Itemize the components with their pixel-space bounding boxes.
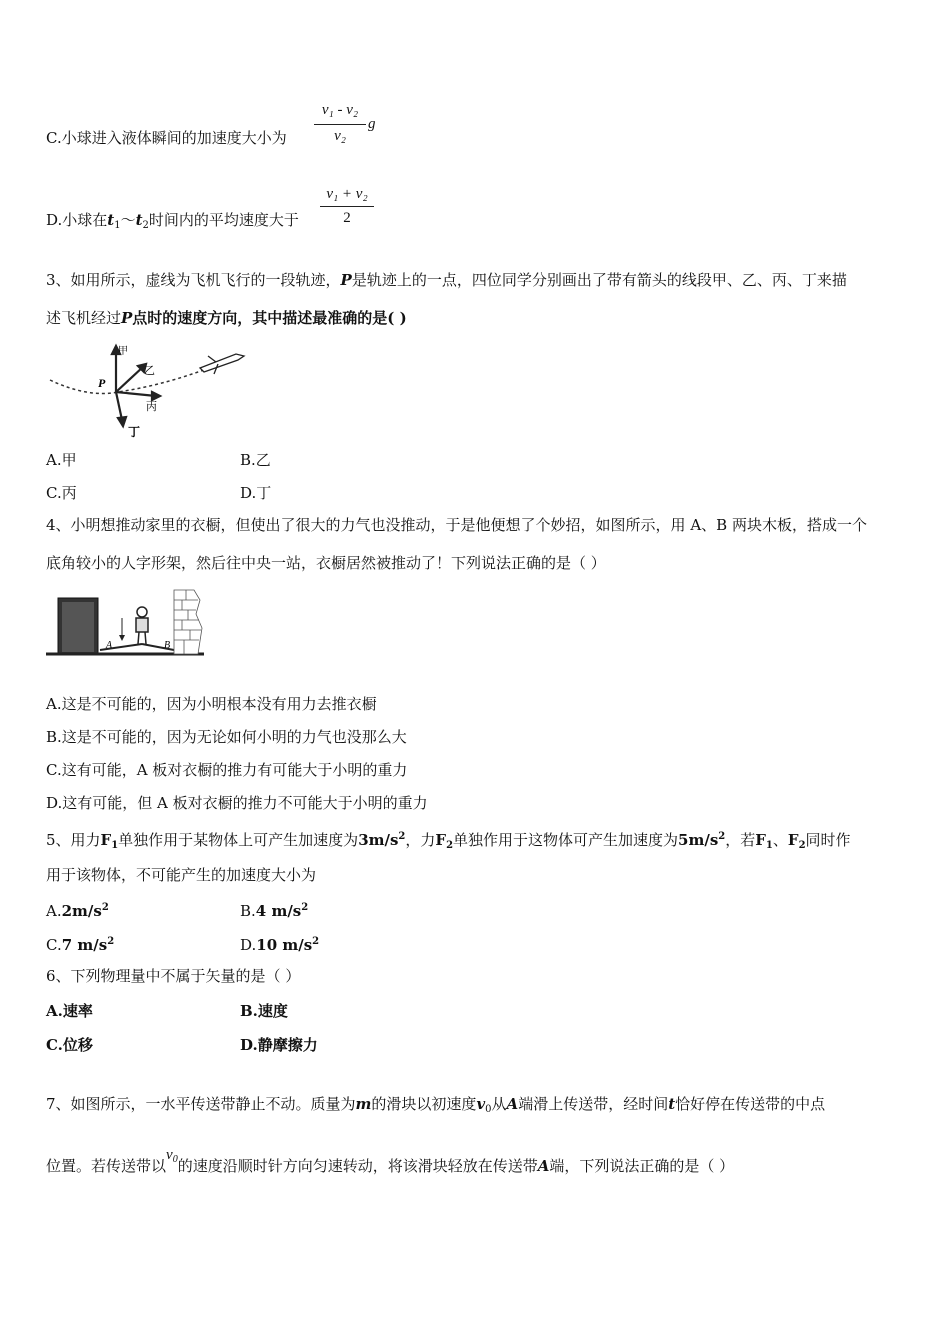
time-symbol: t [668, 1095, 676, 1113]
option-value: 10 m/s [256, 936, 313, 954]
q6-option-a[interactable]: A.速率 [46, 1002, 93, 1020]
v0-symbol: v [476, 1095, 486, 1113]
q2-option-c-g: g [368, 116, 376, 132]
q5-text: 5、用力 [46, 831, 101, 849]
f2-subscript: 2 [446, 840, 454, 851]
q5-text: 同时作 [805, 831, 851, 849]
q3-option-c[interactable]: C.丙 [46, 484, 77, 502]
f1-subscript: 1 [111, 840, 119, 851]
f2-symbol: F [435, 831, 447, 849]
q4-option-c[interactable]: C.这有可能，A 板对衣橱的推力有可能大于小明的重力 [46, 761, 408, 779]
fraction-denominator: v₂ [334, 128, 346, 144]
label-b: B [164, 640, 171, 651]
v0-symbol: v [166, 1147, 173, 1163]
q6-option-b[interactable]: B.速度 [240, 1002, 288, 1020]
q7-text: 的速度沿顺时针方向匀速转动，将该滑块轻放在传送带 [177, 1157, 538, 1175]
q2-option-c [46, 128, 287, 148]
q6-option-c[interactable]: C.位移 [46, 1036, 93, 1054]
q7-text: 位置。若传送带以 [46, 1157, 167, 1175]
squared: 2 [301, 902, 309, 913]
q3-text: 述飞机经过 [46, 309, 122, 327]
arrow-bing [116, 392, 156, 396]
q2-option-c-text: C.小球进入液体瞬间的加速度大小为 [46, 129, 287, 147]
label-a: A [106, 640, 113, 651]
person-icon [136, 607, 148, 644]
label-yi: 乙 [144, 364, 155, 377]
q5-stem-line-2: 用于该物体，不可能产生的加速度大小为 [46, 866, 317, 884]
point-p: P [340, 271, 352, 289]
q5-option-c[interactable] [46, 932, 114, 955]
q3-trajectory-figure [48, 340, 248, 440]
option-letter: D. [240, 936, 257, 954]
q7-text: 7、如图所示，一水平传送带静止不动。质量为 [46, 1095, 356, 1113]
q7-text: 恰好停在传送带的中点 [675, 1095, 826, 1113]
squared: 2 [107, 936, 115, 947]
f1-symbol: F [755, 831, 766, 849]
option-value: 7 m/s [61, 936, 108, 954]
q3-option-a[interactable]: A.甲 [46, 451, 77, 469]
tilde-separator: ～ [120, 211, 136, 229]
point-p: P [121, 309, 133, 327]
option-value: 4 m/s [255, 902, 302, 920]
label-p: P [98, 376, 106, 390]
q7-text: 端滑上传送带，经时间 [518, 1095, 669, 1113]
q3-text: 是轨迹上的一点，四位同学分别画出了带有箭头的线段甲、乙、丙、丁来描 [351, 271, 847, 289]
label-ding: 丁 [128, 425, 141, 439]
f1-symbol: F [100, 831, 112, 849]
arrow-ding [116, 392, 122, 420]
q3-text: 点时的速度方向，其中描述最准确的是( ) [132, 309, 407, 327]
q5-text: 、 [772, 831, 788, 849]
t1-subscript: 1 [114, 220, 121, 231]
q3-stem-line-1 [46, 270, 847, 290]
squared: 2 [718, 831, 726, 842]
q7-text: 从 [491, 1095, 507, 1113]
q2-option-d-fraction [318, 184, 376, 236]
f1-subscript: 1 [765, 840, 773, 851]
fraction-bar [320, 206, 374, 207]
q5-text: 单独作用于某物体上可产生加速度为 [118, 831, 359, 849]
airplane-icon [200, 354, 244, 374]
accel-2: 5m/s [678, 831, 719, 849]
q5-option-d[interactable] [240, 932, 319, 955]
q7-text: 的滑块以初速度 [371, 1095, 477, 1113]
q5-text: ，若 [725, 831, 756, 849]
q2-option-d-prefix: D.小球在 [46, 211, 108, 229]
q3-text: 3、如用所示，虚线为飞机飞行的一段轨迹， [46, 271, 341, 289]
q3-stem-line-2 [46, 308, 407, 328]
q3-option-b[interactable]: B.乙 [240, 451, 271, 469]
t1-symbol: t [107, 211, 115, 229]
option-letter: A. [46, 902, 62, 920]
q4-option-b[interactable]: B.这是不可能的，因为无论如何小明的力气也没那么大 [46, 728, 407, 746]
t2-symbol: t [135, 211, 143, 229]
q6-option-d[interactable]: D.静摩擦力 [240, 1036, 318, 1054]
q5-stem-line-1 [46, 827, 851, 856]
option-value: 2m/s [61, 902, 102, 920]
accel-1: 3m/s [358, 831, 399, 849]
brick-wall [174, 590, 202, 654]
q4-stem-line-2: 底角较小的人字形架，然后往中央一站，衣橱居然被推动了！下列说法正确的是（ ） [46, 554, 606, 572]
q4-wardrobe-figure [46, 584, 206, 664]
squared: 2 [312, 936, 320, 947]
q7-stem-line-1 [46, 1094, 825, 1120]
q4-stem-line-1: 4、小明想推动家里的衣橱，但使出了很大的力气也没推动，于是他便想了个妙招，如图所示，用 A、B 两块木板，搭成一个 [46, 516, 867, 534]
fraction-numerator: v₁ + v₂ [326, 186, 368, 202]
squared: 2 [398, 831, 406, 842]
label-jia: 甲 [118, 346, 128, 357]
fraction-numerator: v₁ - v₂ [321, 102, 359, 118]
q2-option-d-text: 时间内的平均速度大于 [148, 211, 299, 229]
q2-option-c-fraction [312, 100, 368, 156]
q5-option-a[interactable] [46, 898, 109, 921]
q5-option-b[interactable] [240, 898, 308, 921]
q7-text: 端，下列说法正确的是（ ） [549, 1157, 735, 1175]
q4-option-a[interactable]: A.这是不可能的，因为小明根本没有用力去推衣橱 [46, 695, 377, 713]
option-letter: C. [46, 936, 62, 954]
t2-subscript: 2 [142, 220, 149, 231]
squared: 2 [101, 902, 109, 913]
v0-subscript: 0 [172, 1154, 178, 1165]
q5-text: ，力 [405, 831, 436, 849]
q5-text: 单独作用于这物体可产生加速度为 [453, 831, 679, 849]
q6-stem: 6、下列物理量中不属于矢量的是（ ） [46, 967, 301, 985]
fraction-denominator: 2 [343, 210, 351, 226]
fraction-bar [314, 124, 366, 125]
mass-symbol: m [355, 1095, 372, 1113]
f2-symbol: F [787, 831, 799, 849]
q2-option-d [46, 210, 299, 236]
end-a: A [537, 1157, 550, 1175]
end-a: A [506, 1095, 519, 1113]
label-bing: 丙 [146, 400, 157, 413]
q4-option-d[interactable]: D.这有可能，但 A 板对衣橱的推力不可能大于小明的重力 [46, 794, 428, 812]
v0-subscript: 0 [485, 1104, 492, 1115]
q3-option-d[interactable]: D.丁 [240, 484, 272, 502]
f2-subscript: 2 [798, 840, 806, 851]
q7-stem-line-2 [46, 1147, 735, 1182]
option-letter: B. [240, 902, 256, 920]
